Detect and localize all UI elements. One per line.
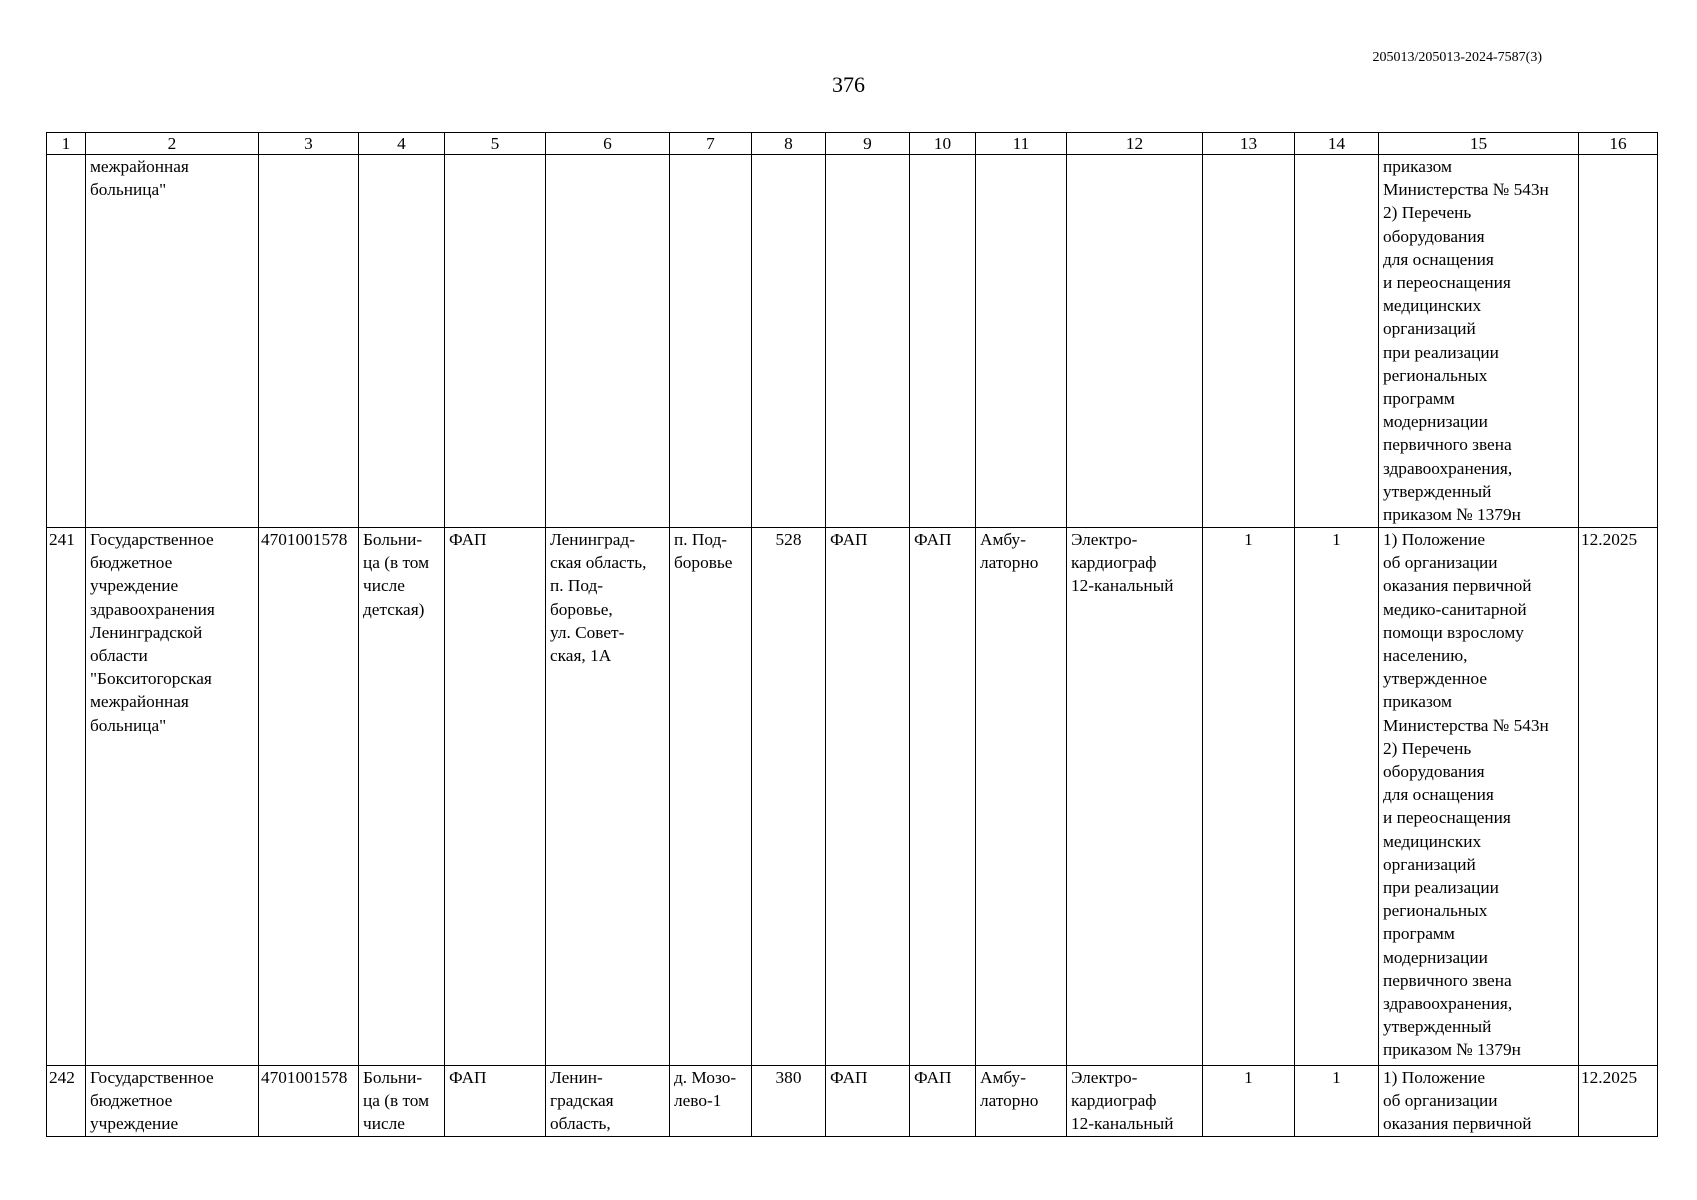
locality: п. Под- боровье <box>674 530 733 573</box>
organization-name: Государственное бюджетное учреждение здравоохранения Ленинградской области "Бокситогорская межрайонная больница" <box>90 530 215 735</box>
page-number: 376 <box>832 72 865 97</box>
row-number: 242 <box>49 1068 75 1087</box>
quantity-required: 1 <box>1244 530 1253 549</box>
column-header: 4 <box>359 133 445 155</box>
data-table <box>46 132 1658 1137</box>
column-header: 8 <box>752 133 826 155</box>
quantity-planned: 1 <box>1332 530 1341 549</box>
header-row <box>47 133 1658 155</box>
subdivision: ФАП <box>914 1068 952 1087</box>
organization-name: Государственное бюджетное учреждение <box>90 1068 214 1134</box>
address: Ленинград- ская область, п. Под- боровье, ул. Совет- ская, 1А <box>550 530 647 666</box>
care-form: Амбу- латорно <box>980 530 1039 573</box>
subdivision: ФАП <box>914 530 952 549</box>
population: 380 <box>775 1068 802 1087</box>
quantity-planned: 1 <box>1332 1068 1341 1087</box>
column-header: 10 <box>910 133 976 155</box>
equipment-name: Электро- кардиограф 12-канальный <box>1071 1068 1174 1134</box>
locality: д. Мозо- лево-1 <box>674 1068 737 1111</box>
unit-type: ФАП <box>449 530 487 549</box>
column-header: 3 <box>259 133 359 155</box>
inn-code: 4701001578 <box>261 530 348 549</box>
deadline-date: 12.2025 <box>1581 1068 1638 1087</box>
column-header: 9 <box>826 133 910 155</box>
department: ФАП <box>830 1068 868 1087</box>
deadline-date: 12.2025 <box>1581 530 1638 549</box>
care-form: Амбу- латорно <box>980 1068 1039 1111</box>
column-header: 14 <box>1295 133 1379 155</box>
department: ФАП <box>830 530 868 549</box>
column-header: 15 <box>1379 133 1579 155</box>
quantity-required: 1 <box>1244 1068 1253 1087</box>
regulatory-basis: 1) Положение об организации оказания первичной <box>1383 1068 1532 1134</box>
facility-type: Больни- ца (в том числе <box>363 1068 430 1134</box>
column-header: 5 <box>445 133 546 155</box>
facility-type: Больни- ца (в том числе детская) <box>363 530 430 619</box>
address: Ленин- градская область, <box>550 1068 614 1134</box>
column-header: 16 <box>1579 133 1658 155</box>
column-header: 2 <box>86 133 259 155</box>
organization-name: межрайонная больница" <box>90 157 189 200</box>
equipment-name: Электро- кардиограф 12-канальный <box>1071 530 1174 596</box>
row-number: 241 <box>49 530 75 549</box>
unit-type: ФАП <box>449 1068 487 1087</box>
regulatory-basis: 1) Положение об организации оказания первичной медико-санитарной помощи взрослому населению, утвержденное приказом Министерства № 543н 2) Перечень оборудования для оснащения и переоснащения медицинских организаций при реализации региональных программ модернизации первичного звена здравоохранения, утвержденный приказом № 1379н <box>1383 530 1549 1060</box>
column-header: 6 <box>546 133 670 155</box>
regulatory-basis: приказом Министерства № 543н 2) Перечень оборудования для оснащения и переоснащения медицинских организаций при реализации региональных программ модернизации первичного звена здравоохранения, утвержденный приказом № 1379н <box>1383 157 1549 525</box>
table-row <box>47 155 1658 528</box>
document-id: 205013/205013-2024-7587(3) <box>1372 50 1542 65</box>
table-row <box>47 528 1658 1066</box>
column-header: 13 <box>1203 133 1295 155</box>
population: 528 <box>775 530 802 549</box>
column-header: 7 <box>670 133 752 155</box>
column-header: 1 <box>47 133 86 155</box>
table-row <box>47 1066 1658 1137</box>
column-header: 11 <box>976 133 1067 155</box>
column-header: 12 <box>1067 133 1203 155</box>
inn-code: 4701001578 <box>261 1068 348 1087</box>
